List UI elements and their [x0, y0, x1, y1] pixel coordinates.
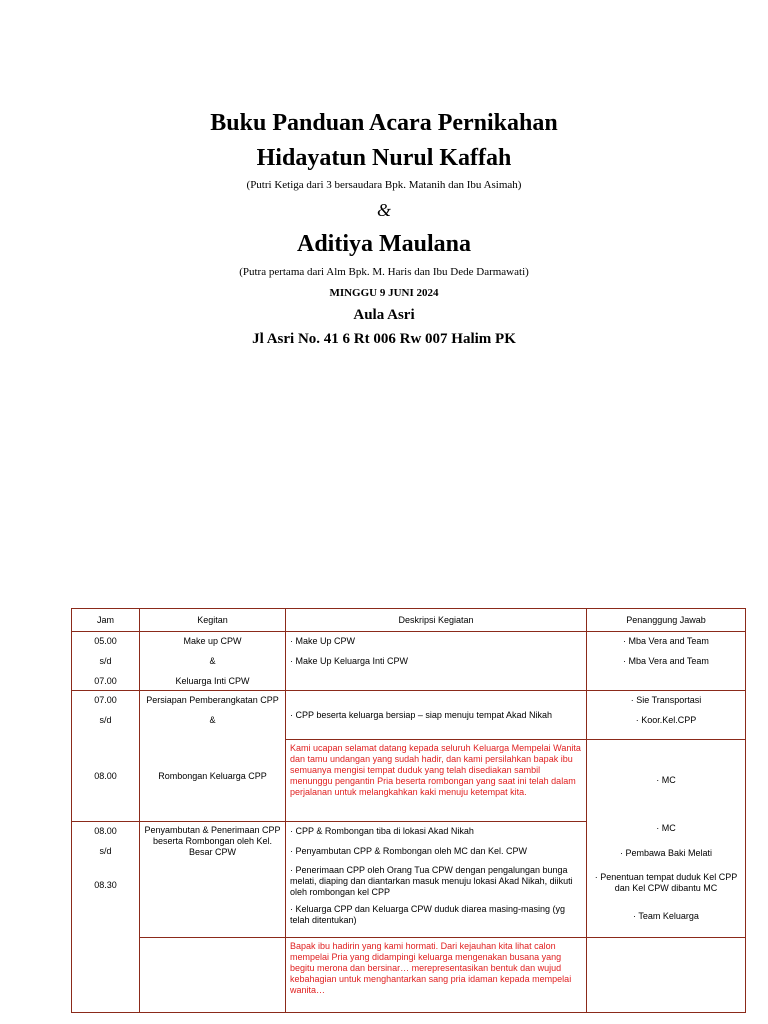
table-row — [72, 938, 746, 1013]
jam-start: 08.00 — [94, 826, 117, 836]
deskripsi-cell — [286, 691, 587, 740]
table-row — [72, 632, 746, 691]
pj-cell — [587, 938, 746, 1013]
pj-item: · MC — [591, 774, 741, 786]
pj-item: · Sie Transportasi — [591, 694, 741, 706]
deskripsi-item: · CPP beserta keluarga bersiap – siap menuju tempat Akad Nikah — [290, 709, 582, 721]
announcement-cell — [286, 740, 587, 822]
ampersand: & — [376, 200, 391, 220]
kegiatan-cell — [140, 632, 286, 691]
kegiatan-line: Keluarga Inti CPW — [175, 676, 250, 686]
jam-cell — [72, 822, 140, 1013]
jam-start: 07.00 — [94, 695, 117, 705]
kegiatan-line: & — [209, 715, 216, 725]
deskripsi-cell — [286, 632, 587, 691]
pj-item: · Mba Vera and Team — [591, 635, 741, 647]
table-header-row — [72, 609, 746, 632]
pj-item: · Team Keluarga — [591, 910, 741, 922]
jam-cell — [72, 632, 140, 691]
pj-item: · Mba Vera and Team — [591, 655, 741, 667]
announcement-cell — [286, 938, 587, 1013]
event-venue: Aula Asri — [353, 307, 415, 323]
pj-item: · Koor.Kel.CPP — [591, 714, 741, 726]
event-address: Jl Asri No. 41 6 Rt 006 Rw 007 Halim PK — [252, 331, 516, 347]
deskripsi-cell — [286, 822, 587, 938]
kegiatan-line: Make up CPW — [183, 636, 242, 646]
deskripsi-item: · Penyambutan CPP & Rombongan oleh MC dan Kel. CPW — [290, 845, 582, 857]
jam-sd: s/d — [99, 656, 112, 666]
groom-parents: (Putra pertama dari Alm Bpk. M. Haris dan Ibu Dede Darmawati) — [239, 266, 529, 278]
jam-sd: s/d — [99, 715, 112, 725]
kegiatan-cell — [140, 822, 286, 938]
jam-start: 05.00 — [94, 636, 117, 646]
jam-cell — [72, 691, 140, 822]
pj-item: · Penentuan tempat duduk Kel CPP dan Kel CPW dibantu MC — [591, 872, 741, 894]
deskripsi-item: · CPP & Rombongan tiba di lokasi Akad Nikah — [290, 825, 582, 837]
kegiatan-line: Penyambutan & Penerimaan CPP beserta Rombongan oleh Kel. Besar CPW — [144, 825, 281, 857]
kegiatan-cell — [140, 938, 286, 1013]
deskripsi-item: · Make Up CPW — [290, 635, 582, 647]
header-jam: Jam — [72, 609, 140, 632]
header-kegiatan: Kegitan — [140, 609, 286, 632]
deskripsi-item: · Make Up Keluarga Inti CPW — [290, 655, 582, 667]
header-deskripsi: Deskripsi Kegiatan — [286, 609, 587, 632]
kegiatan-line: & — [209, 656, 216, 666]
kegiatan-line: Persiapan Pemberangkatan CPP — [146, 695, 279, 705]
mc-announcement: Bapak ibu hadirin yang kami hormati. Dari kejauhan kita lihat calon mempelai Pria yang didampingi keluarga mengenakan busana yang begitu merona dan bersinar… merepresentasikan bentuk dan wujud kebahagian untuk menghantarkan sang pria idaman kepada mempelai wanita… — [290, 941, 572, 995]
groom-name: Aditiya Maulana — [296, 231, 472, 257]
bride-parents: (Putri Ketiga dari 3 bersaudara Bpk. Matanih dan Ibu Asimah) — [246, 179, 522, 191]
jam-end: 08.30 — [94, 880, 117, 890]
pj-cell — [587, 740, 746, 938]
table-row — [72, 691, 746, 740]
document-title: Buku Panduan Acara Pernikahan — [210, 110, 558, 136]
schedule-table — [71, 608, 746, 1013]
deskripsi-item: · Keluarga CPP dan Keluarga CPW duduk diarea masing-masing (yg telah ditentukan) — [290, 904, 582, 926]
mc-announcement: Kami ucapan selamat datang kepada seluruh Keluarga Mempelai Wanita dan tamu undangan yang sudah hadir, dan kami persilahkan bapak ibu semuanya mengisi tempat duduk yang telah disediakan sambil menunggu pengantin Pria beserta rombongan yang saat ini telah dalam perjalanan untuk melangkahkan kaki menuju ketempat kita. — [290, 743, 581, 797]
deskripsi-item: · Penerimaan CPP oleh Orang Tua CPW dengan pengalungan bunga melati, diaping dan diantarkan masuk menuju lokasi Akad Nikah, diikuti oleh rombongan kel CPP — [290, 865, 582, 898]
pj-cell — [587, 632, 746, 691]
event-date: MINGGU 9 JUNI 2024 — [329, 287, 439, 299]
header-penanggung-jawab: Penanggung Jawab — [587, 609, 746, 632]
kegiatan-line: Rombongan Keluarga CPP — [158, 771, 267, 781]
pj-item: · Pembawa Baki Melati — [591, 847, 741, 859]
pj-item: · MC — [591, 822, 741, 834]
bride-name: Hidayatun Nurul Kaffah — [256, 145, 512, 171]
pj-cell — [587, 691, 746, 740]
kegiatan-cell — [140, 691, 286, 822]
jam-end: 08.00 — [94, 771, 117, 781]
jam-end: 07.00 — [94, 676, 117, 686]
jam-sd: s/d — [99, 846, 112, 856]
